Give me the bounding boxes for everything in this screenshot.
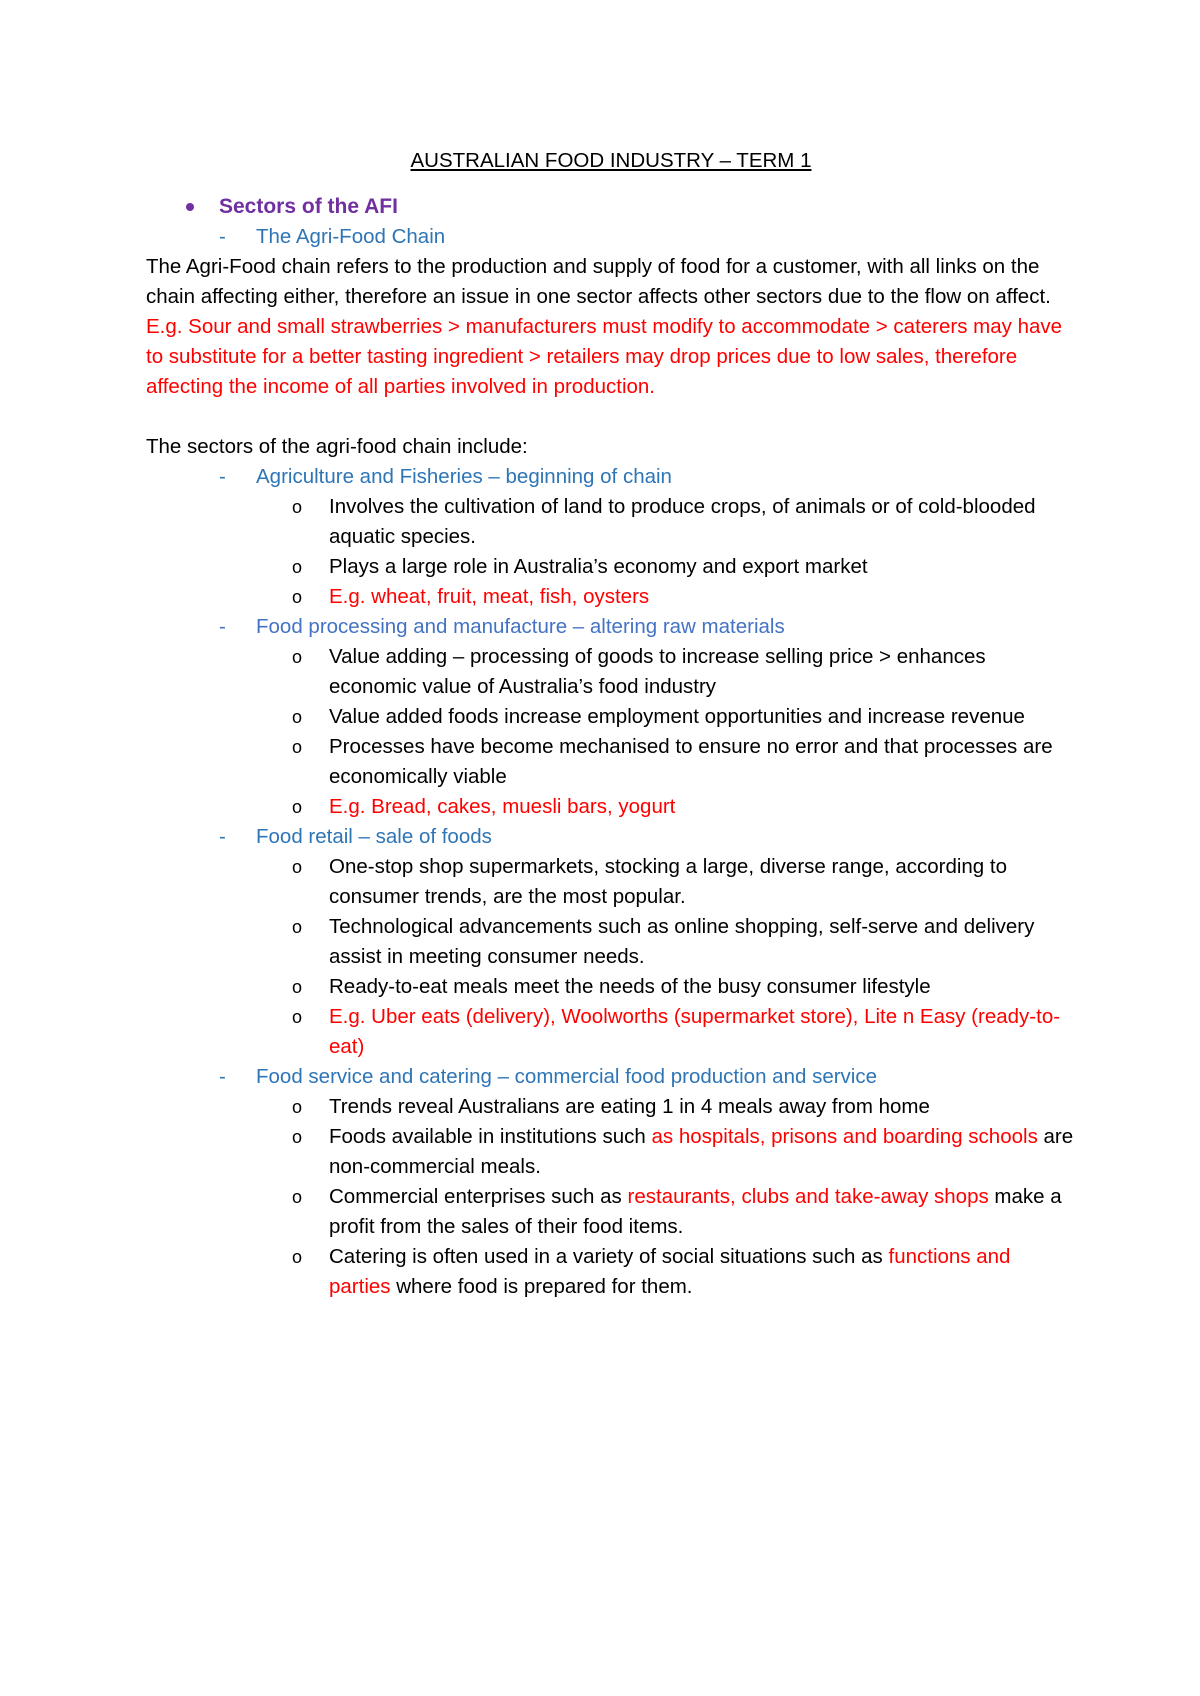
- intro-paragraph: The Agri-Food chain refers to the production and supply of food for a customer, with all links on the chain affecting either, therefore an issue in one sector affects other sectors due to the flow on affect.: [146, 255, 1051, 308]
- list-item: [146, 792, 1076, 822]
- sector-label: Food service and catering – commercial food production and service: [256, 1065, 878, 1088]
- circle-bullet-icon: o: [292, 857, 303, 877]
- sectors-lead: The sectors of the agri-food chain include:: [146, 435, 528, 458]
- list-item-text: Catering is often used in a variety of social situations such as: [329, 1245, 889, 1268]
- list-item-text: Value adding – processing of goods to increase selling price > enhances economic value of Australia’s food industry: [329, 645, 986, 698]
- sector-label: Agriculture and Fisheries – beginning of chain: [256, 465, 672, 488]
- list-item-text: One-stop shop supermarkets, stocking a large, diverse range, according to consumer trends, are the most popular.: [329, 855, 1007, 908]
- circle-bullet-icon: o: [292, 1187, 303, 1207]
- sector-label: Food processing and manufacture – altering raw materials: [256, 615, 785, 638]
- dash-marker: -: [219, 615, 226, 638]
- list-item-text: Technological advancements such as online shopping, self-serve and delivery assist in meeting consumer needs.: [329, 915, 1035, 968]
- sector-agriculture: [146, 462, 1076, 492]
- list-item-text: Value added foods increase employment opportunities and increase revenue: [329, 705, 1025, 728]
- circle-bullet-icon: o: [292, 647, 303, 667]
- circle-bullet-icon: o: [292, 587, 303, 607]
- document-title: AUSTRALIAN FOOD INDUSTRY – TERM 1: [410, 149, 812, 172]
- list-item: [146, 972, 1076, 1002]
- dash-marker: -: [219, 465, 226, 488]
- subheading: [146, 222, 1076, 252]
- circle-bullet-icon: o: [292, 497, 303, 517]
- list-item: [146, 1122, 1076, 1182]
- circle-bullet-icon: o: [292, 707, 303, 727]
- list-item: [146, 852, 1076, 912]
- circle-bullet-icon: o: [292, 1127, 303, 1147]
- list-item: [146, 702, 1076, 732]
- dash-marker: -: [219, 1065, 226, 1088]
- list-item: [146, 492, 1076, 552]
- list-item: [146, 1242, 1076, 1302]
- list-item-text: are non-commercial meals.: [329, 1125, 1074, 1178]
- dash-marker: -: [219, 225, 226, 248]
- list-item: [146, 732, 1076, 792]
- list-item-text: Processes have become mechanised to ensure no error and that processes are economically viable: [329, 735, 1053, 788]
- bullet-icon: [186, 203, 194, 211]
- list-item: [146, 642, 1076, 702]
- highlight-text: functions and parties: [329, 1245, 1011, 1298]
- circle-bullet-icon: o: [292, 1247, 303, 1267]
- document-content: [146, 146, 1076, 1302]
- highlight-text: restaurants, clubs and take-away shops: [627, 1185, 989, 1208]
- list-item: [146, 912, 1076, 972]
- highlight-text: as hospitals, prisons and boarding schools: [651, 1125, 1038, 1148]
- list-item-text: Trends reveal Australians are eating 1 in 4 meals away from home: [329, 1095, 930, 1118]
- sector-retail: [146, 822, 1076, 852]
- sector-processing: [146, 612, 1076, 642]
- list-item: [146, 552, 1076, 582]
- intro-example: E.g. Sour and small strawberries > manufacturers must modify to accommodate > caterers may have to substitute for a better tasting ingredient > retailers may drop prices due to low sales, therefore affecting the income of all parties involved in production.: [146, 315, 1063, 398]
- spacer: [146, 402, 1076, 432]
- list-item-text: where food is prepared for them.: [390, 1275, 693, 1298]
- list-item: [146, 1002, 1076, 1062]
- circle-bullet-icon: o: [292, 917, 303, 937]
- dash-marker: -: [219, 825, 226, 848]
- list-item-text: Ready-to-eat meals meet the needs of the busy consumer lifestyle: [329, 975, 931, 998]
- section-heading: [146, 192, 1076, 222]
- circle-bullet-icon: o: [292, 1007, 303, 1027]
- example-text: E.g. wheat, fruit, meat, fish, oysters: [329, 585, 650, 608]
- example-text: E.g. Uber eats (delivery), Woolworths (supermarket store), Lite n Easy (ready-to-eat): [329, 1005, 1061, 1058]
- circle-bullet-icon: o: [292, 557, 303, 577]
- list-item: [146, 582, 1076, 612]
- sector-food-service: [146, 1062, 1076, 1092]
- list-item-text: Involves the cultivation of land to produce crops, of animals or of cold-blooded aquatic species.: [329, 495, 1036, 548]
- list-item-text: Commercial enterprises such as: [329, 1185, 628, 1208]
- circle-bullet-icon: o: [292, 737, 303, 757]
- list-item: [146, 1182, 1076, 1242]
- list-item: [146, 1092, 1076, 1122]
- sector-label: Food retail – sale of foods: [256, 825, 492, 848]
- circle-bullet-icon: o: [292, 977, 303, 997]
- section-heading-text: Sectors of the AFI: [219, 195, 398, 218]
- list-item-text: Plays a large role in Australia’s economy and export market: [329, 555, 868, 578]
- circle-bullet-icon: o: [292, 797, 303, 817]
- circle-bullet-icon: o: [292, 1097, 303, 1117]
- list-item-text: Foods available in institutions such: [329, 1125, 652, 1148]
- list-item-text: make a profit from the sales of their food items.: [329, 1185, 1062, 1238]
- subheading-text: The Agri-Food Chain: [256, 225, 446, 248]
- example-text: E.g. Bread, cakes, muesli bars, yogurt: [329, 795, 676, 818]
